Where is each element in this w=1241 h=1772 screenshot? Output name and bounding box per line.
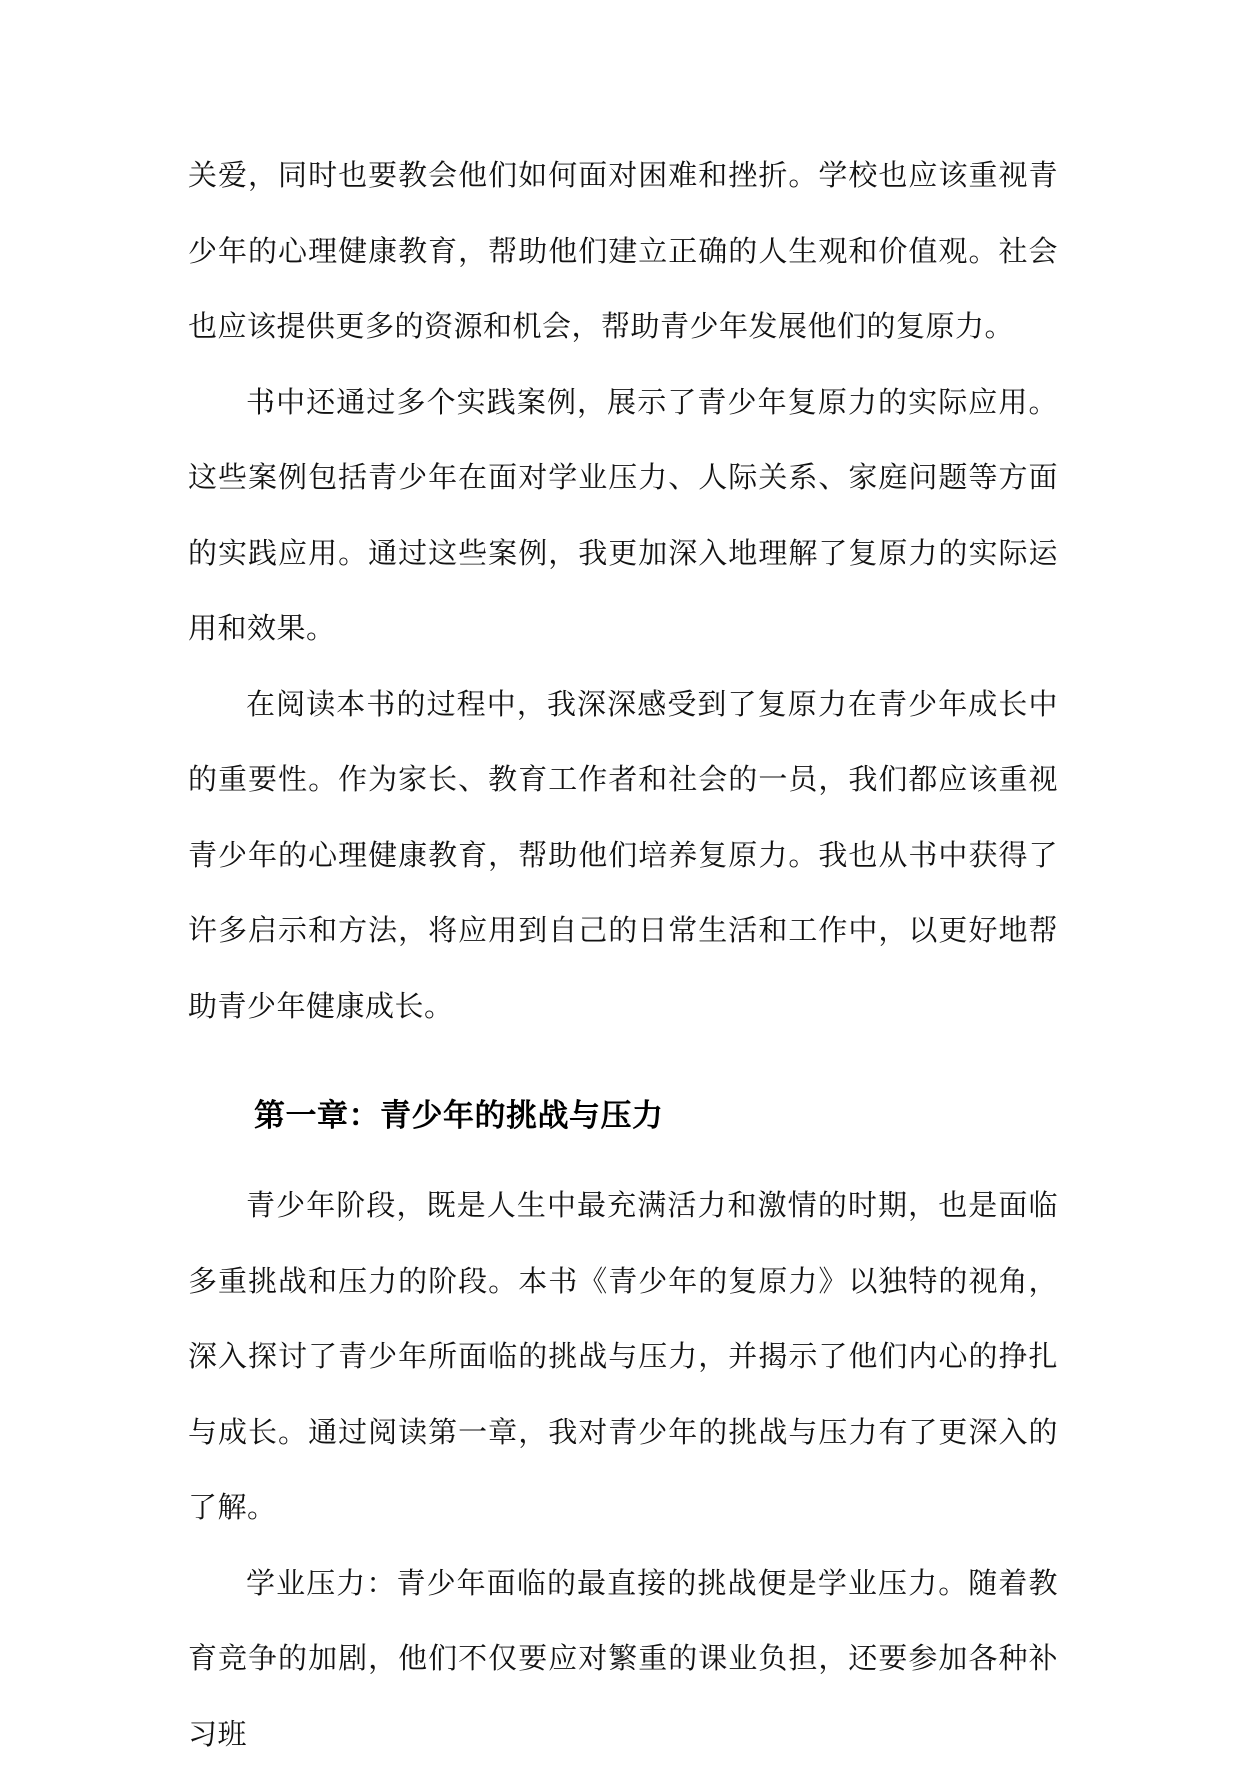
paragraph-academic-pressure: 学业压力：青少年面临的最直接的挑战便是学业压力。随着教育竞争的加剧，他们不仅要应对繁重的课业负担，还要参加各种补习班 xyxy=(188,1546,1058,1772)
page-content xyxy=(188,138,1058,1772)
paragraph-chapter-intro: 青少年阶段，既是人生中最充满活力和激情的时期，也是面临多重挑战和压力的阶段。本书《青少年的复原力》以独特的视角，深入探讨了青少年所面临的挑战与压力，并揭示了他们内心的挣扎与成长。通过阅读第一章，我对青少年的挑战与压力有了更深入的了解。 xyxy=(188,1168,1058,1546)
chapter-heading: 第一章：青少年的挑战与压力 xyxy=(188,1086,1058,1146)
paragraph-reflection: 在阅读本书的过程中，我深深感受到了复原力在青少年成长中的重要性。作为家长、教育工作者和社会的一员，我们都应该重视青少年的心理健康教育，帮助他们培养复原力。我也从书中获得了许多启示和方法，将应用到自己的日常生活和工作中，以更好地帮助青少年健康成长。 xyxy=(188,667,1058,1045)
paragraph-continuation: 关爱，同时也要教会他们如何面对困难和挫折。学校也应该重视青少年的心理健康教育，帮助他们建立正确的人生观和价值观。社会也应该提供更多的资源和机会，帮助青少年发展他们的复原力。 xyxy=(188,138,1058,365)
paragraph-case-studies: 书中还通过多个实践案例，展示了青少年复原力的实际应用。这些案例包括青少年在面对学业压力、人际关系、家庭问题等方面的实践应用。通过这些案例，我更加深入地理解了复原力的实际运用和效果。 xyxy=(188,365,1058,667)
